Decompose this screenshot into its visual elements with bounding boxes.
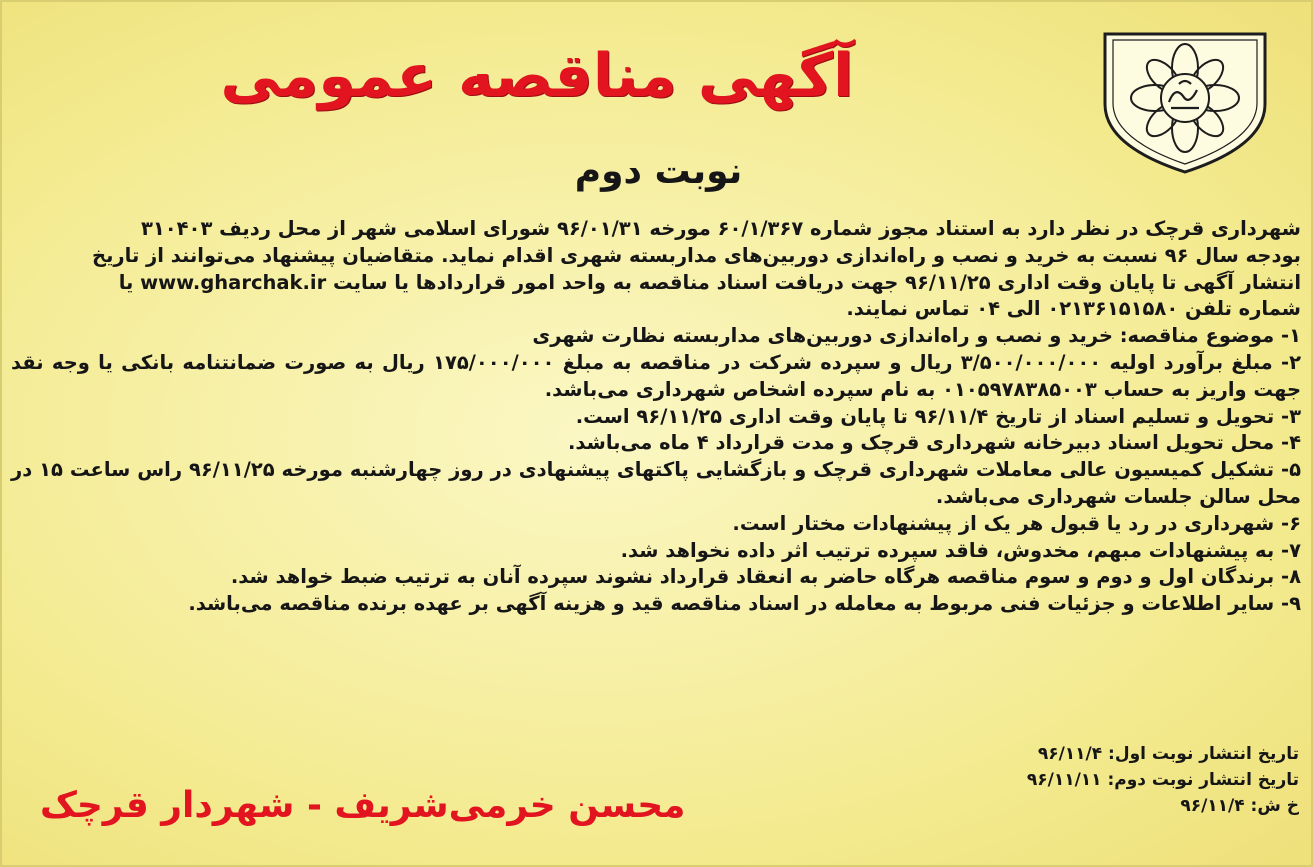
notice-round: نوبت دوم	[574, 151, 743, 192]
second-publication-date: تاریخ انتشار نوبت دوم: ۹۶/۱۱/۱۱	[1026, 770, 1299, 790]
signature: محسن خرمی‌شریف - شهردار قرچک	[40, 785, 686, 826]
intro-line: بودجه سال ۹۶ نسبت به خرید و نصب و راه‌اندازی دوربین‌های مداربسته شهری اقدام نماید. متقاضیان پیشنهاد می‌توانند از تاریخ	[92, 243, 1301, 267]
intro-line: شهرداری قرچک در نظر دارد به استناد مجوز شماره ۶۰/۱/۳۶۷ مورخه ۹۶/۰۱/۳۱ شورای اسلامی شهر از محل ردیف ۳۱۰۴۰۳	[140, 217, 1301, 240]
notice-body	[11, 216, 1301, 618]
notice-item: ۳- تحویل و تسلیم اسناد از تاریخ ۹۶/۱۱/۴ تا پایان وقت اداری ۹۶/۱۱/۲۵ است.	[575, 404, 1301, 428]
intro-line: شماره تلفن ۰۲۱۳۶۱۵۱۵۸۰ الی ۰۴ تماس نمایند.	[846, 297, 1301, 321]
notice-item: ۲- مبلغ برآورد اولیه ۳/۵۰۰/۰۰۰/۰۰۰ ریال و سپرده شرکت در مناقصه به مبلغ ۱۷۵/۰۰۰/۰۰۰ ریال به صورت ضمانتنامه بانکی یا وجه نقد جهت واریز به حساب ۰۱۰۵۹۷۸۳۸۵۰۰۳ به نام سپرده اشخاص شهرداری می‌باشد.	[11, 350, 1301, 401]
reference-code: خ ش: ۹۶/۱۱/۴	[1180, 796, 1299, 816]
notice-item: ۴- محل تحویل اسناد دبیرخانه شهرداری قرچک و مدت قرارداد ۴ ماه می‌باشد.	[568, 431, 1301, 455]
notice-item: ۹- سایر اطلاعات و جزئیات فنی مربوط به معامله در اسناد مناقصه قید و هزینه آگهی بر عهده برنده مناقصه می‌باشد.	[188, 592, 1301, 616]
notice-item: ۷- به پیشنهادات مبهم، مخدوش، فاقد سپرده ترتیب اثر داده نخواهد شد.	[620, 538, 1301, 562]
publication-dates	[939, 741, 1299, 819]
first-publication-date: تاریخ انتشار نوبت اول: ۹۶/۱۱/۴	[1037, 744, 1299, 764]
notice-item: ۶- شهرداری در رد یا قبول هر یک از پیشنهادات مختار است.	[732, 511, 1301, 535]
notice-title: آگهی مناقصه عمومی	[220, 41, 854, 111]
notice-item: ۱- موضوع مناقصه: خرید و نصب و راه‌اندازی دوربین‌های مداربسته نظارت شهری	[532, 324, 1301, 348]
notice-item: ۵- تشکیل کمیسیون عالی معاملات شهرداری قرچک و بازگشایی پاکتهای پیشنهادی در روز چهارشنبه مورخه ۹۶/۱۱/۲۵ راس ساعت ۱۵ در محل سالن جلسات شهرداری می‌باشد.	[11, 458, 1301, 508]
notice-item: ۸- برندگان اول و دوم و سوم مناقصه هرگاه حاضر به انعقاد قرارداد نشوند سپرده آنان به ترتیب ضبط خواهد شد.	[230, 565, 1301, 589]
intro-line: انتشار آگهی تا پایان وقت اداری ۹۶/۱۱/۲۵ جهت دریافت اسناد مناقصه به واحد امور قراردادها یا سایت www.gharchak.ir یا	[118, 270, 1301, 294]
